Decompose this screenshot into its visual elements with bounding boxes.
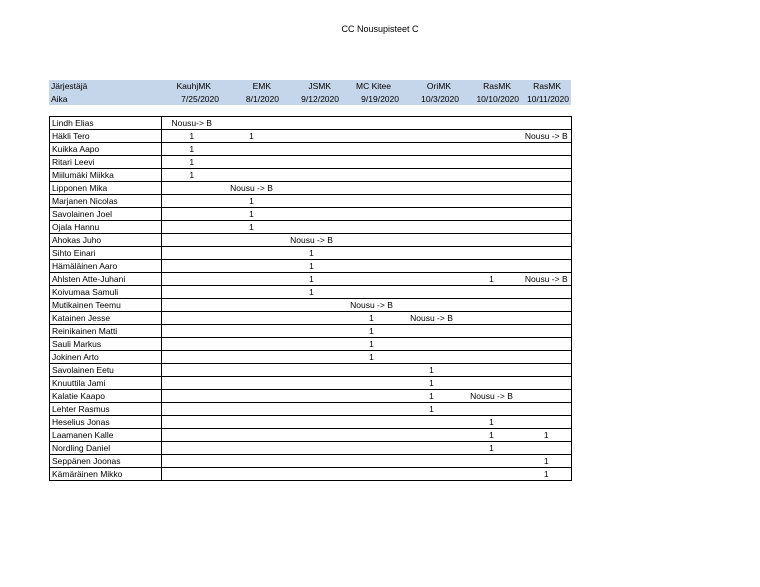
point-cell [222,390,282,403]
table-row [50,325,572,338]
point-cell: 1 [402,364,462,377]
point-cell: 1 [342,325,402,338]
point-cell [222,429,282,442]
organizer-row [49,80,571,93]
point-cell [342,442,402,455]
point-cell [162,364,222,377]
table-row [50,364,572,377]
rider-name: Heselius Jonas [50,416,162,429]
point-cell [462,286,522,299]
rider-name: Lipponen Mika [50,182,162,195]
point-cell [282,182,342,195]
page-title: CC Nousupisteet C [341,24,419,34]
point-cell [282,364,342,377]
point-cell [282,117,342,130]
point-cell: 1 [402,403,462,416]
point-cell [162,390,222,403]
table-row [50,117,572,130]
rider-name: Reinikainen Matti [50,325,162,338]
point-cell: Nousu -> B [402,312,462,325]
point-cell [342,273,402,286]
point-cell [462,234,522,247]
point-cell [282,390,342,403]
point-cell [402,182,462,195]
point-cell [462,312,522,325]
date-row [49,93,571,106]
point-cell [222,156,282,169]
table-row [50,169,572,182]
point-cell [162,403,222,416]
event-name: RasMK [461,80,521,93]
point-cell [462,377,522,390]
point-cell [222,364,282,377]
point-cell [282,208,342,221]
point-cell: Nousu -> B [222,182,282,195]
table-row [50,260,572,273]
point-cell [462,195,522,208]
point-cell [222,143,282,156]
event-name: RasMK [521,80,571,93]
point-cell [162,468,222,481]
point-cell: Nousu -> B [522,130,572,143]
point-cell: 1 [162,130,222,143]
point-cell [522,208,572,221]
point-cell [162,312,222,325]
rider-name: Savolainen Eetu [50,364,162,377]
point-cell [402,117,462,130]
event-name: KauhjMK [161,80,221,93]
table-row [50,286,572,299]
point-cell [522,442,572,455]
point-cell: 1 [342,312,402,325]
point-cell [402,143,462,156]
point-cell [462,221,522,234]
rider-name: Katainen Jesse [50,312,162,325]
point-cell [522,286,572,299]
point-cell [342,234,402,247]
point-cell [522,325,572,338]
point-cell [282,351,342,364]
table-row [50,130,572,143]
rider-name: Kämäräinen Mikko [50,468,162,481]
rider-name: Lehter Rasmus [50,403,162,416]
point-cell: 1 [522,455,572,468]
point-cell [402,325,462,338]
point-cell [402,195,462,208]
point-cell [282,429,342,442]
point-cell [222,455,282,468]
table-row [50,299,572,312]
point-cell [342,182,402,195]
point-cell [342,169,402,182]
point-cell [282,156,342,169]
point-cell [462,325,522,338]
point-cell: 1 [462,416,522,429]
point-cell [402,273,462,286]
point-cell [162,429,222,442]
rider-name: Knuuttila Jami [50,377,162,390]
point-cell [402,247,462,260]
point-cell [342,455,402,468]
point-cell [342,208,402,221]
rider-name: Jokinen Arto [50,351,162,364]
rider-name: Lindh Elias [50,117,162,130]
table-row [50,377,572,390]
point-cell [402,299,462,312]
point-cell [162,377,222,390]
point-cell [462,182,522,195]
point-cell [462,117,522,130]
point-cell [222,247,282,260]
point-cell [522,364,572,377]
point-cell [342,156,402,169]
point-cell [342,247,402,260]
point-cell [462,130,522,143]
event-date: 9/12/2020 [281,93,341,106]
rider-name: Häkli Tero [50,130,162,143]
point-cell [462,208,522,221]
point-cell: 1 [522,429,572,442]
point-cell [342,468,402,481]
point-cell [162,338,222,351]
point-cell: 1 [282,260,342,273]
point-cell: 1 [342,338,402,351]
point-cell [222,260,282,273]
point-cell [162,221,222,234]
point-cell [282,416,342,429]
point-cell [522,234,572,247]
point-cell [462,364,522,377]
point-cell [222,299,282,312]
point-cell [282,130,342,143]
rider-name: Kalatie Kaapo [50,390,162,403]
table-row [50,195,572,208]
event-date: 10/3/2020 [401,93,461,106]
point-cell [462,247,522,260]
point-cell [282,442,342,455]
point-cell [162,208,222,221]
point-cell [462,260,522,273]
event-name: EMK [221,80,281,93]
point-cell [342,377,402,390]
point-cell [282,338,342,351]
point-cell [222,416,282,429]
point-cell [342,403,402,416]
point-cell [162,234,222,247]
rider-name: Ahlsten Atte-Juhani [50,273,162,286]
table-row [50,208,572,221]
point-cell [282,325,342,338]
point-cell [522,169,572,182]
point-cell [282,377,342,390]
point-cell: 1 [282,286,342,299]
point-cell [522,143,572,156]
point-cell [162,286,222,299]
point-cell: Nousu -> B [282,234,342,247]
point-cell [162,260,222,273]
table-row [50,455,572,468]
point-cell [402,338,462,351]
table-row [50,182,572,195]
point-cell [522,221,572,234]
point-cell [342,390,402,403]
point-cell [462,403,522,416]
point-cell [222,468,282,481]
point-cell [342,221,402,234]
point-cell [522,377,572,390]
table-row [50,156,572,169]
point-cell [282,468,342,481]
table-row [50,429,572,442]
point-cell [222,325,282,338]
point-cell [402,130,462,143]
point-cell: Nousu-> B [162,117,222,130]
rider-name: Marjanen Nicolas [50,195,162,208]
point-cell: 1 [462,429,522,442]
point-cell [402,156,462,169]
table-row [50,273,572,286]
point-cell [462,169,522,182]
table-row [50,416,572,429]
point-cell [522,195,572,208]
point-cell: 1 [543,469,549,479]
point-cell [222,312,282,325]
point-cell: 1 [462,442,522,455]
event-header-table [49,80,571,105]
point-cell [282,143,342,156]
rider-name: Ahokas Juho [50,234,162,247]
point-cell [402,221,462,234]
point-cell [342,195,402,208]
point-cell [342,260,402,273]
event-date: 10/10/2020 [461,93,521,106]
point-cell: 1 [222,221,282,234]
point-cell [462,299,522,312]
point-cell [402,351,462,364]
point-cell [522,247,572,260]
point-cell [522,260,572,273]
point-cell [522,351,572,364]
event-name: OriMK [401,80,461,93]
point-cell [342,286,402,299]
point-cell: 1 [162,143,222,156]
point-cell [402,429,462,442]
point-cell [222,169,282,182]
point-cell [282,312,342,325]
point-cell: 1 [282,273,342,286]
point-cell: Nousu -> B [462,390,522,403]
table-row [50,247,572,260]
point-cell [282,221,342,234]
point-cell [162,273,222,286]
table-row [50,234,572,247]
point-cell [522,182,572,195]
rider-name: Kuikka Aapo [50,143,162,156]
point-cell: 1 [402,377,462,390]
point-cell [462,143,522,156]
table-row [50,442,572,455]
point-cell [222,351,282,364]
event-date: 7/25/2020 [161,93,221,106]
point-cell [162,195,222,208]
date-label: Aika [49,93,161,106]
rider-name: Ritari Leevi [50,156,162,169]
point-cell [162,247,222,260]
table-row [50,221,572,234]
rider-name: Savolainen Joel [50,208,162,221]
point-cell [402,455,462,468]
table-row [50,468,572,481]
point-cell [462,455,522,468]
point-cell [222,286,282,299]
table-row [50,351,572,364]
point-cell [222,338,282,351]
point-cell [162,182,222,195]
point-cell [522,416,572,429]
rider-name: Hämäläinen Aaro [50,260,162,273]
point-cell: 1 [162,169,222,182]
point-cell: 1 [222,195,282,208]
point-cell [522,403,572,416]
point-cell [282,299,342,312]
rider-name: Miilumäki Miikka [50,169,162,182]
point-cell [402,234,462,247]
point-cell [282,455,342,468]
point-cell [222,234,282,247]
table-row [50,390,572,403]
point-cell [282,403,342,416]
point-cell [162,455,222,468]
point-cell [162,351,222,364]
point-cell [342,117,402,130]
point-cell [222,377,282,390]
point-cell [522,117,572,130]
point-cell [282,195,342,208]
point-cell [402,208,462,221]
table-row [50,312,572,325]
results-table [49,116,572,481]
point-cell [402,286,462,299]
rider-name: Seppänen Joonas [50,455,162,468]
point-cell [402,442,462,455]
point-cell [462,156,522,169]
event-name: JSMK [281,80,341,93]
point-cell [222,442,282,455]
rider-name: Mutikainen Teemu [50,299,162,312]
rider-name: Ojala Hannu [50,221,162,234]
point-cell [222,273,282,286]
point-cell [342,364,402,377]
rider-name: Sauli Markus [50,338,162,351]
point-cell: 1 [222,130,282,143]
point-cell [342,416,402,429]
point-cell [222,403,282,416]
point-cell [522,312,572,325]
point-cell [222,117,282,130]
point-cell [522,299,572,312]
rider-name: Sihto Einari [50,247,162,260]
event-name: MC Kitee [341,80,401,93]
table-row [50,338,572,351]
rider-name: Laamanen Kalle [50,429,162,442]
point-cell: Nousu -> B [342,299,402,312]
point-cell [162,442,222,455]
point-cell [402,260,462,273]
table-row [50,403,572,416]
point-cell: Nousu -> B [522,273,572,286]
point-cell [342,143,402,156]
rider-name: Nordling Daniel [50,442,162,455]
point-cell [462,338,522,351]
point-cell [462,468,522,481]
point-cell [402,169,462,182]
point-cell [462,351,522,364]
organizer-label: Järjestäjä [49,80,161,93]
event-date: 10/11/2020 [521,93,571,106]
point-cell [402,468,462,481]
point-cell [282,169,342,182]
point-cell [522,390,572,403]
point-cell: 1 [162,156,222,169]
point-cell: 1 [222,208,282,221]
point-cell: 1 [342,351,402,364]
point-cell [162,325,222,338]
point-cell [162,416,222,429]
point-cell [522,338,572,351]
point-cell [342,429,402,442]
point-cell [522,156,572,169]
point-cell: 1 [462,273,522,286]
point-cell [402,416,462,429]
point-cell [342,130,402,143]
table-row [50,143,572,156]
point-cell [162,299,222,312]
rider-name: Koivumaa Samuli [50,286,162,299]
point-cell: 1 [282,247,342,260]
event-date: 9/19/2020 [341,93,401,106]
point-cell: 1 [402,390,462,403]
event-date: 8/1/2020 [221,93,281,106]
